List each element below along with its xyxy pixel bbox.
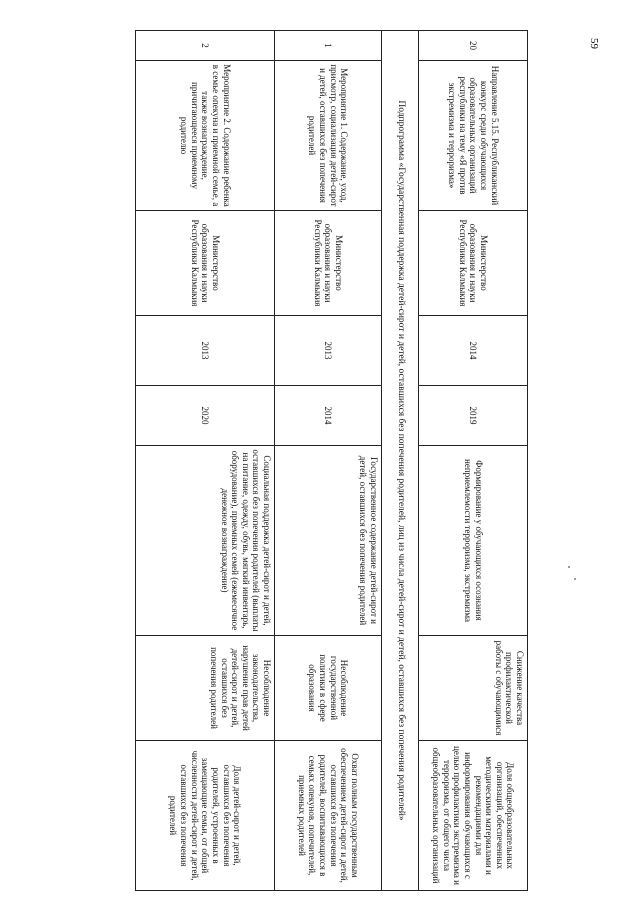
executor-cell: Министерство образования и науки Республики Калмыкия <box>275 211 382 316</box>
row-number: 2 <box>136 31 275 61</box>
end-year-cell: 2019 <box>419 386 528 446</box>
table-row <box>419 31 528 891</box>
consequence-cell: Несоблюдение государственной политики в сфере образования <box>275 636 382 741</box>
activity-cell: Направление 5.15. Республиканский конкурс среди обучающихся образовательных организаций республики на тему «Я против экстремизма и терроризма» <box>419 61 528 211</box>
row-number: 20 <box>419 31 528 61</box>
activity-cell: Мероприятие 1. Содержание, уход, присмотр, социализация детей-сирот и детей, оставшихся без попечения родителей <box>275 61 382 211</box>
indicator-cell: Доля детей-сирот и детей, оставшихся без попечения родителей, устроенных в замещающие семьи, от общей численности детей-сирот и детей, оставшихся без попечения родителей <box>136 741 275 891</box>
activity-cell: Мероприятие 2. Содержание ребенка в семье опекуна и приемной семье, а также вознаграждение, причитающееся приемному родителю <box>136 61 275 211</box>
result-cell: Социальная поддержка детей-сирот и детей, оставшихся без попечения родителей (выплаты на питание, одежду, обувь, мягкий инвентарь, оборудование), приемных семей (ежемесячное денежное вознаграждение) <box>136 446 275 636</box>
subprogram-row <box>382 31 419 891</box>
result-cell: Формирование у обучающихся осознания неприемлемости терроризма, экстремизма <box>419 446 528 636</box>
indicator-cell: Охват полным государственным обеспечением детей-сирот и детей, оставшихся без попечения родителей, воспитывающихся в семьях опекунов, попечителей, приемных родителей <box>275 741 382 891</box>
program-table <box>135 30 528 891</box>
indicator-cell: Доля общеобразовательных организаций, обеспеченных методическими материалами и рекомендациями для информирования обучающихся с целью профилактики экстремизма и терроризма, от общего числа общеобразовательных организаций <box>419 741 528 891</box>
start-year-cell: 2013 <box>136 316 275 386</box>
start-year-cell: 2013 <box>275 316 382 386</box>
consequence-cell: Несоблюдение законодательства, нарушение прав детей детей-сирот и детей, оставшихся без попечения родителей <box>136 636 275 741</box>
page-number: 59 <box>588 38 600 49</box>
subprogram-title: Подпрограмма «Государственная поддержка детей-сирот и детей, оставшихся без попечения родителей, лиц из числа детей-сирот и детей, оставшихся без попечения родителей» <box>382 31 419 891</box>
consequence-cell: Снижение качества профилактической работы с обучающимися <box>419 636 528 741</box>
end-year-cell: 2020 <box>136 386 275 446</box>
rotated-table-container <box>128 30 528 890</box>
end-year-cell: 2014 <box>275 386 382 446</box>
row-number: 1 <box>275 31 382 61</box>
start-year-cell: 2014 <box>419 316 528 386</box>
table-row <box>275 31 382 891</box>
scan-speck <box>568 566 570 568</box>
scan-speck <box>574 578 576 580</box>
executor-cell: Министерство образования и науки Республики Калмыкия <box>419 211 528 316</box>
result-cell: Государственное содержание детей-сирот и детей, оставшихся без попечения родителей <box>275 446 382 636</box>
executor-cell: Министерство образования и науки Республики Калмыкия <box>136 211 275 316</box>
table-row <box>136 31 275 891</box>
